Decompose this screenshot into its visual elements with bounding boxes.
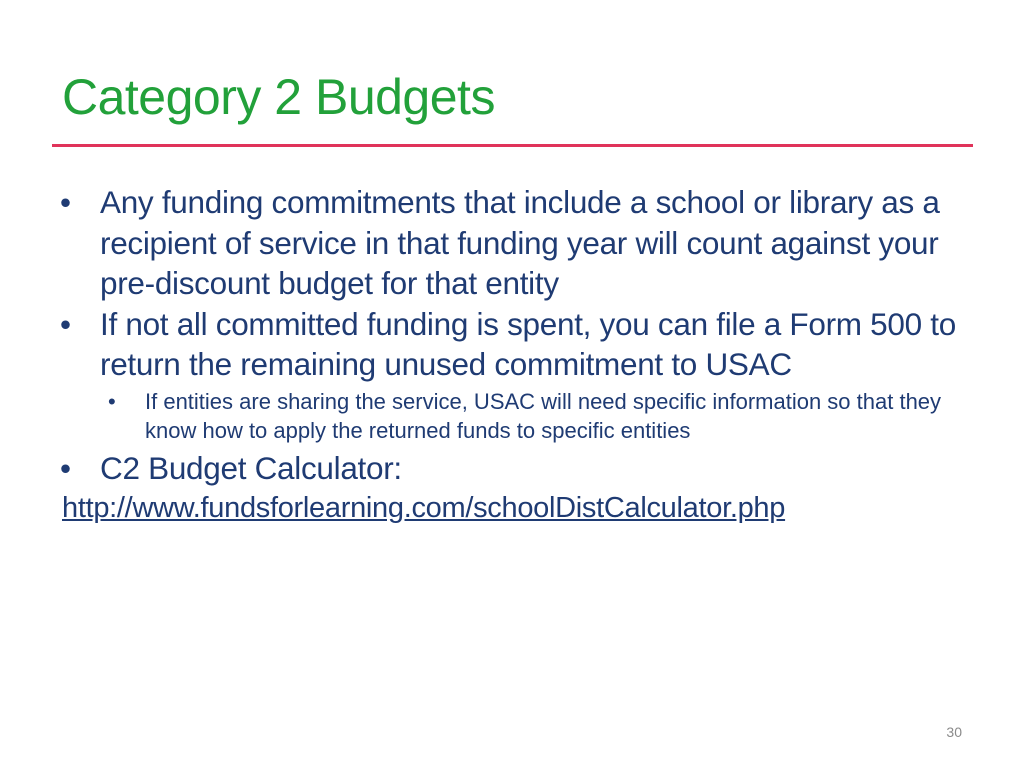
sub-bullet-item [56,387,976,446]
slide-title: Category 2 Budgets [62,69,495,125]
bullet-item [56,304,976,385]
slide-body [56,182,976,528]
link-line [62,488,976,528]
calculator-link[interactable]: http://www.fundsforlearning.com/schoolDistCalculator.php [62,492,786,524]
bullet-text: C2 Budget Calculator: [100,449,402,486]
sub-bullet-icon: • [108,388,116,414]
bullet-icon: • [60,449,71,486]
bullet-icon: • [60,184,71,220]
sub-bullet-text: If entities are sharing the service, USAC will need specific information so that they know how to apply the returned funds to specific entities [145,388,942,443]
bullet-item [56,448,976,489]
bullet-icon: • [60,305,71,342]
title-divider [52,144,973,147]
bullet-item [56,182,976,304]
bullet-text: Any funding commitments that include a school or library as a recipient of service in that funding year will count against your pre-discount budget for that entity [100,184,940,301]
page-number: 30 [946,724,962,740]
bullet-text: If not all committed funding is spent, you can file a Form 500 to return the remaining unused commitment to USAC [100,305,956,382]
